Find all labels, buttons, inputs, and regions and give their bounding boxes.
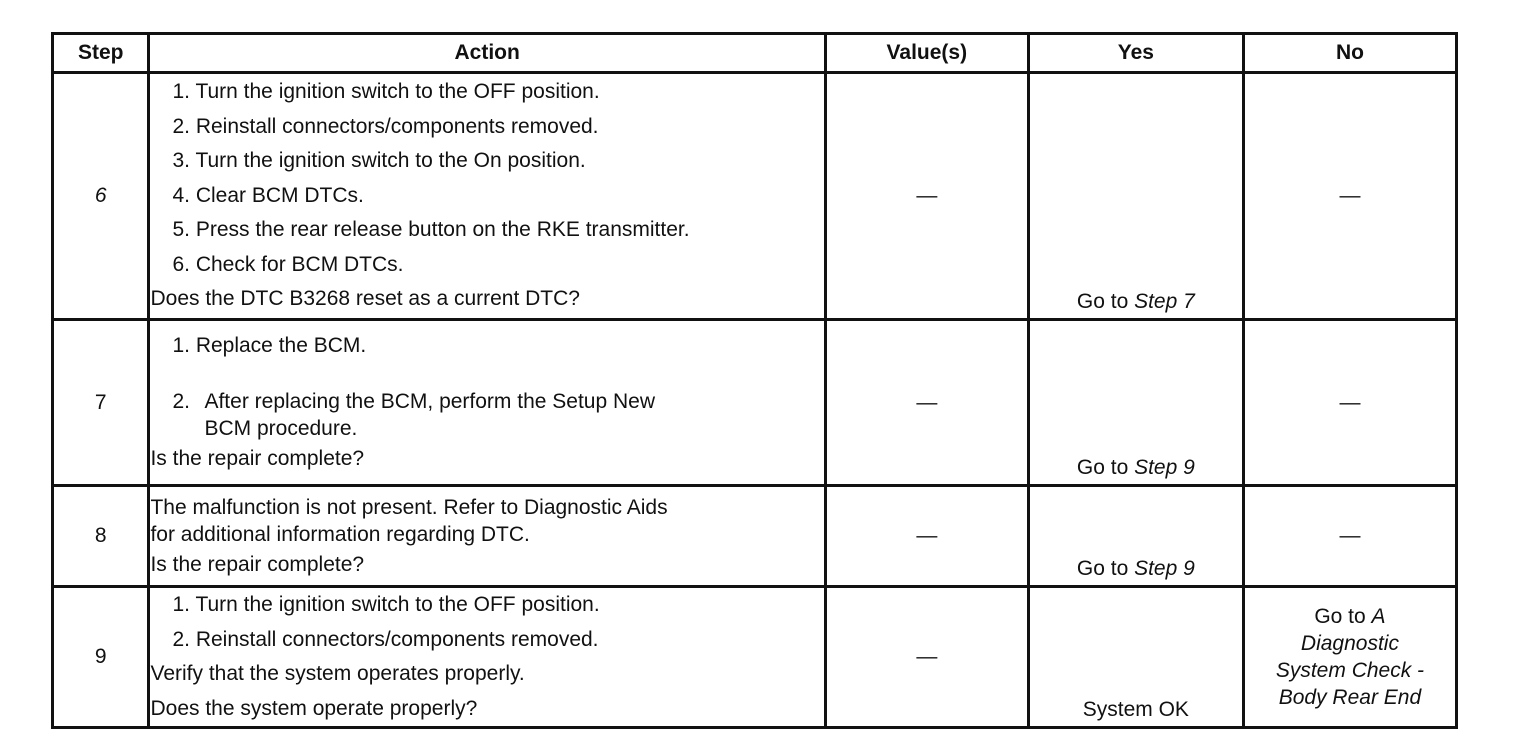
action-step-text [204, 388, 655, 442]
no-cell [1243, 320, 1456, 486]
action-step [150, 388, 823, 442]
value-cell [825, 73, 1028, 320]
no-target: System Check - [1275, 659, 1425, 683]
action-step: 1. Turn the ignition switch to the OFF position. [172, 79, 600, 103]
action-step-text-line: BCM procedure. [204, 416, 358, 440]
action-verify: Verify that the system operates properly. [150, 662, 525, 686]
header-yes: Yes [1028, 34, 1243, 73]
no-cell [1243, 587, 1456, 728]
header-values: Value(s) [825, 34, 1028, 73]
table-row [53, 320, 1457, 486]
yes-step-link[interactable]: Step 9 [1134, 557, 1195, 580]
value-text: — [916, 645, 938, 669]
header-step: Step [53, 34, 149, 73]
header-action: Action [149, 34, 825, 73]
action-step: 3. Turn the ignition switch to the On position. [172, 149, 586, 173]
value-text: — [916, 524, 938, 547]
action-cell [149, 486, 825, 587]
action-question: Is the repair complete? [150, 552, 365, 576]
action-step: 5. Press the rear release button on the RKE transmitter. [172, 218, 690, 242]
yes-prefix: Go to [1076, 557, 1135, 580]
no-target: Diagnostic [1300, 632, 1399, 656]
action-note [150, 490, 823, 548]
step-number: 8 [53, 486, 149, 587]
value-text: — [916, 184, 938, 207]
yes-cell [1028, 73, 1243, 320]
yes-cell [1028, 320, 1243, 486]
action-step-text-line: After replacing the BCM, perform the Setup New [204, 389, 656, 413]
no-cell [1243, 486, 1456, 587]
yes-cell [1028, 587, 1243, 728]
value-cell [825, 320, 1028, 486]
action-question: Does the DTC B3268 reset as a current DTC? [150, 287, 580, 311]
no-target: A [1371, 605, 1386, 629]
action-cell [149, 73, 825, 320]
no-text: — [1339, 390, 1361, 414]
step-number: 6 [53, 73, 149, 320]
action-note-line: for additional information regarding DTC. [150, 522, 530, 546]
no-target: Body Rear End [1278, 686, 1422, 710]
no-reference[interactable] [1245, 603, 1455, 711]
no-text: — [1339, 524, 1361, 547]
action-step: 6. Check for BCM DTCs. [172, 252, 404, 276]
action-question: Does the system operate properly? [150, 696, 478, 720]
action-step-number: 2. [172, 389, 190, 413]
action-step: 2. Reinstall connectors/components removed. [172, 627, 599, 651]
no-prefix: Go to [1314, 605, 1366, 629]
yes-step-link[interactable]: Step 9 [1134, 456, 1195, 479]
yes-step-link[interactable]: Step 7 [1134, 290, 1195, 313]
action-cell [149, 320, 825, 486]
header-no: No [1243, 34, 1456, 73]
table-row [53, 73, 1457, 320]
step-number: 7 [53, 320, 149, 486]
yes-prefix: Go to [1076, 290, 1135, 313]
value-cell [825, 486, 1028, 587]
action-step: 1. Turn the ignition switch to the OFF position. [172, 593, 600, 616]
no-text: — [1339, 184, 1361, 207]
action-step: 2. Reinstall connectors/components removed. [172, 114, 599, 138]
yes-cell [1028, 486, 1243, 587]
value-text: — [916, 390, 938, 414]
action-cell [149, 587, 825, 728]
table-row [53, 587, 1457, 728]
action-note-line: The malfunction is not present. Refer to Diagnostic Aids [150, 495, 668, 519]
table-header-row [53, 34, 1457, 73]
action-question: Is the repair complete? [150, 446, 365, 470]
table-row [53, 486, 1457, 587]
yes-result: System OK [1082, 698, 1189, 722]
yes-prefix: Go to [1076, 456, 1135, 479]
action-step: 4. Clear BCM DTCs. [172, 183, 364, 207]
no-cell [1243, 73, 1456, 320]
step-number: 9 [53, 587, 149, 728]
diagnostic-table [51, 32, 1458, 729]
action-step: 1. Replace the BCM. [172, 333, 367, 357]
value-cell [825, 587, 1028, 728]
